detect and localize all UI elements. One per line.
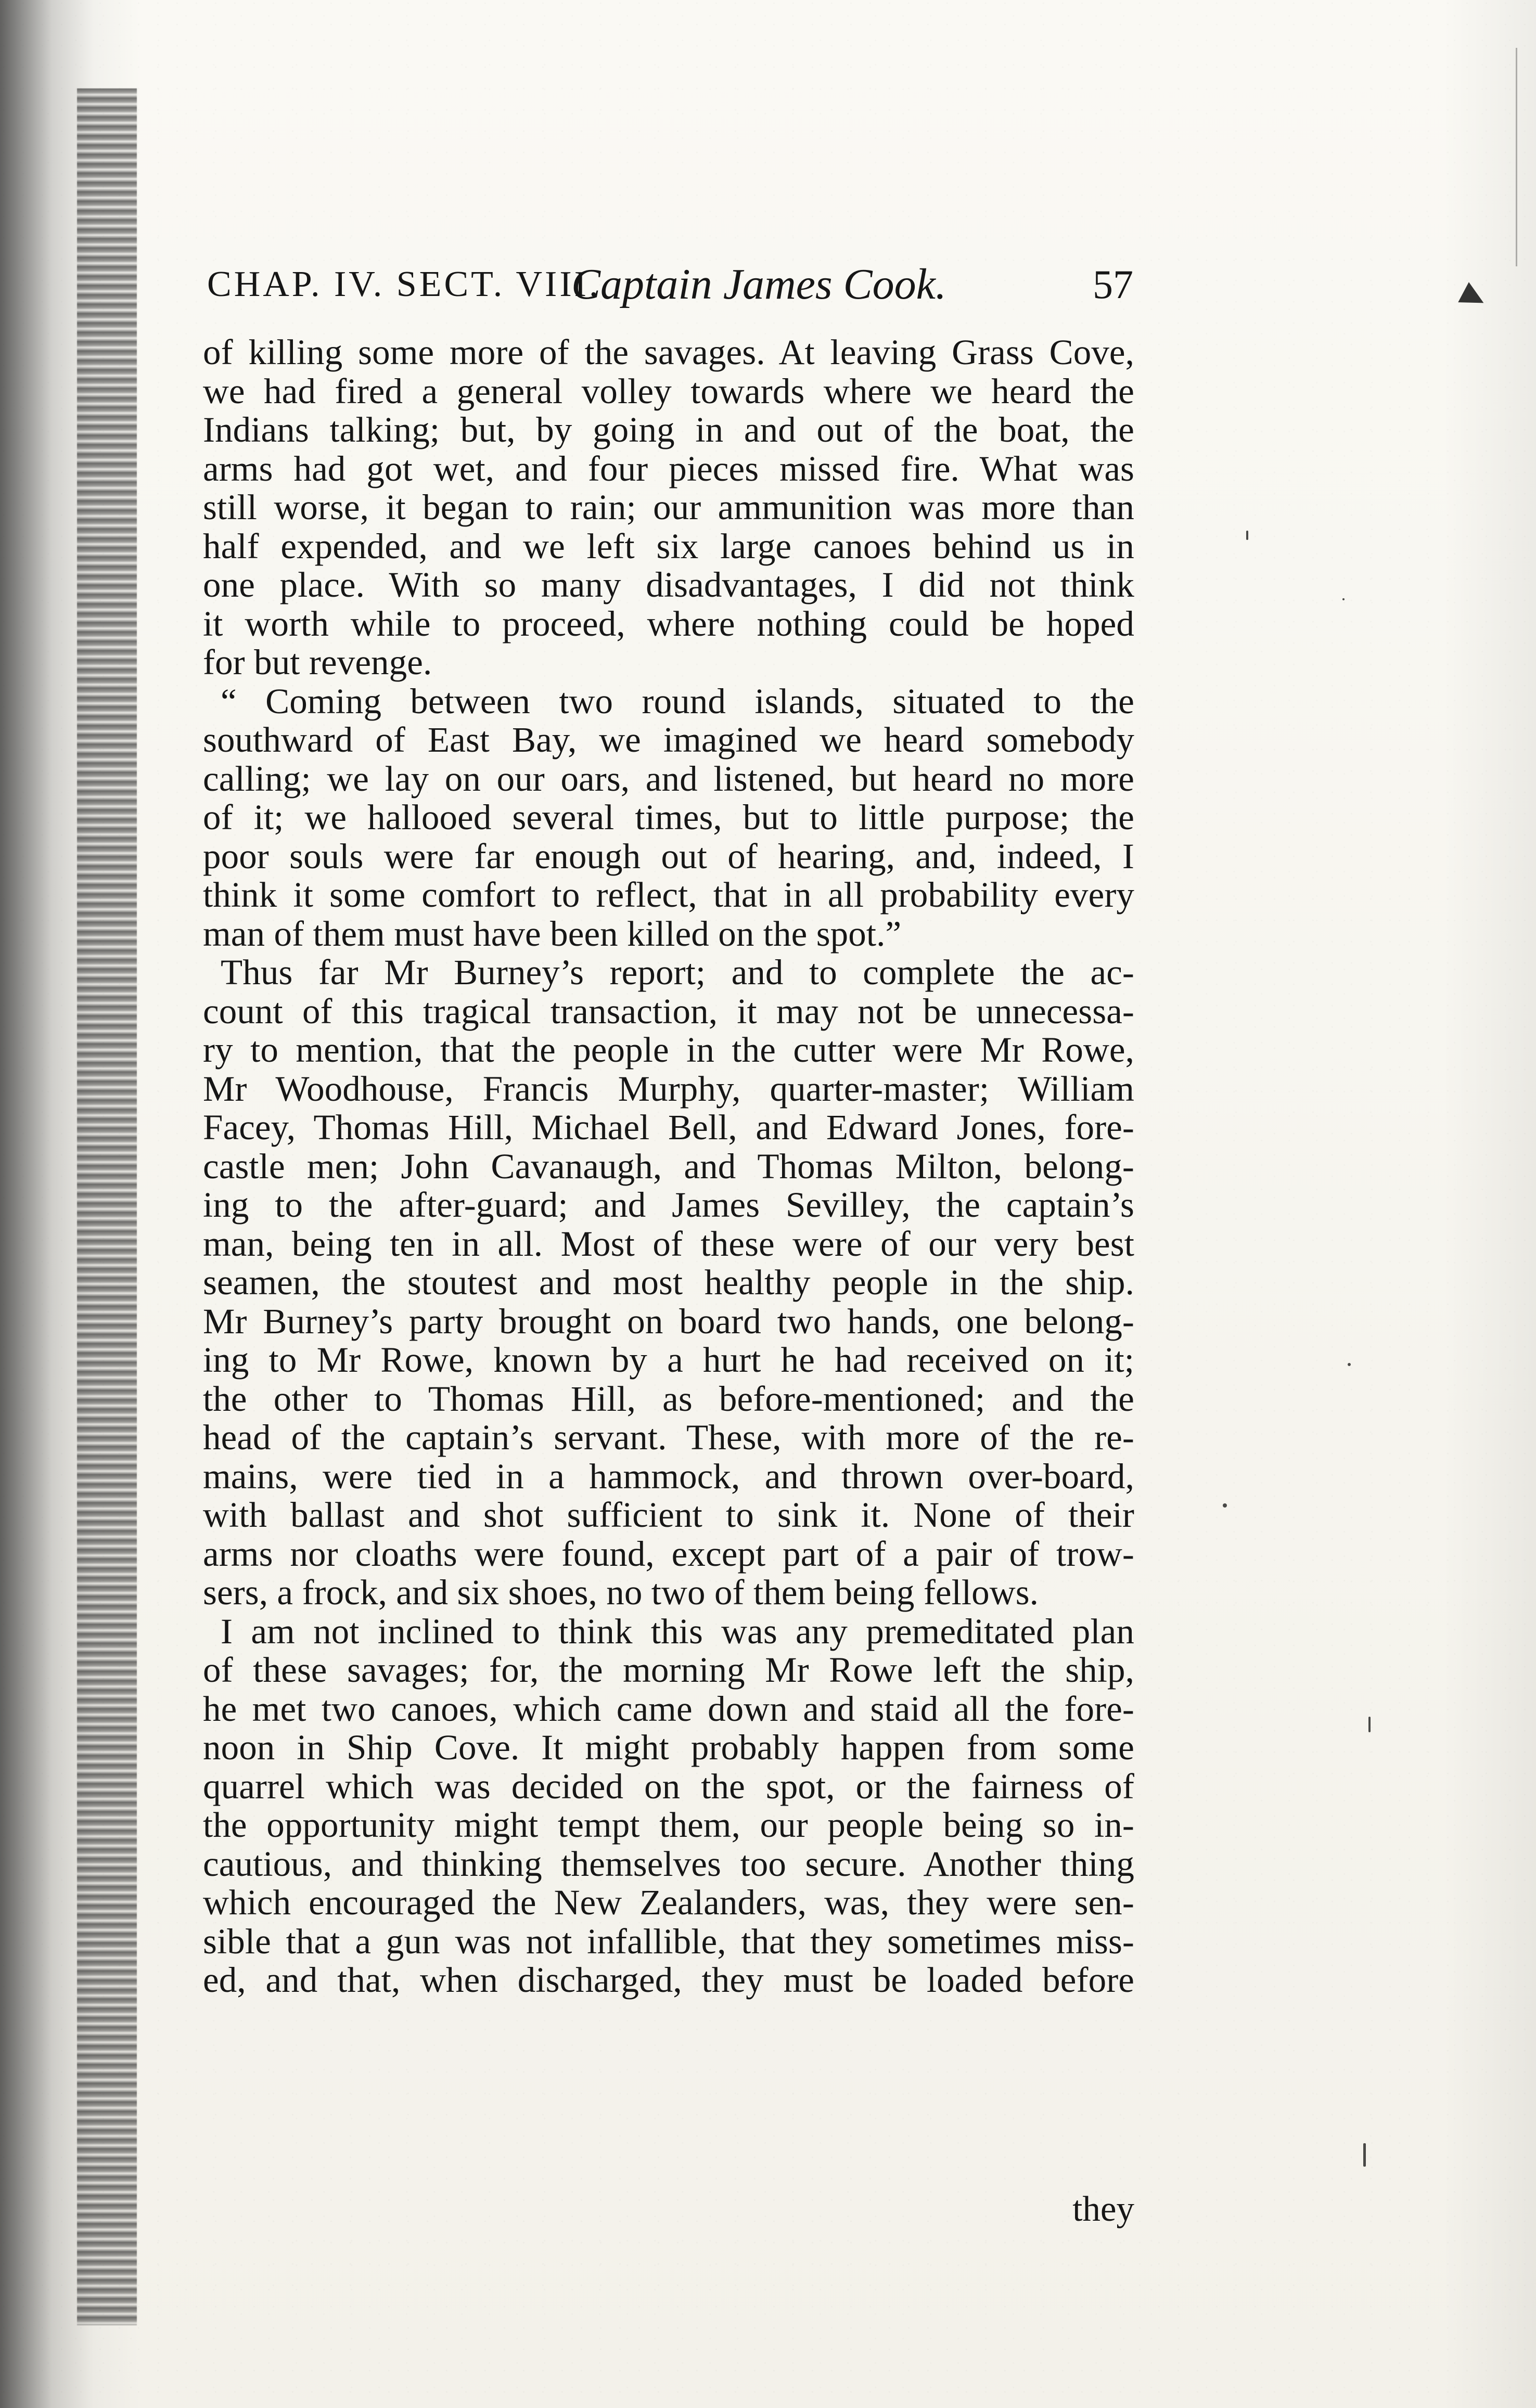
text-line: head of the captain’s servant. These, with more of the re-: [203, 1418, 1134, 1457]
scan-speckle: [1246, 531, 1248, 540]
scan-speckle: [1223, 1503, 1227, 1508]
text-line: noon in Ship Cove. It might probably happen from some: [203, 1728, 1134, 1767]
text-line: Thus far Mr Burney’s report; and to complete the ac-: [221, 952, 1134, 992]
text-line: arms nor cloaths were found, except part of a pair of trow-: [203, 1534, 1134, 1574]
text-line: man, being ten in all. Most of these were of our very best: [203, 1224, 1134, 1264]
text-line: of these savages; for, the morning Mr Rowe left the ship,: [203, 1650, 1134, 1690]
text-line: Indians talking; but, by going in and out of the boat, the: [203, 410, 1134, 449]
page-number: 57: [1093, 262, 1133, 307]
text-line: the opportunity might tempt them, our people being so in-: [203, 1805, 1134, 1845]
text-line: count of this tragical transaction, it may not be unnecessa-: [203, 991, 1134, 1031]
scan-speckle: [1342, 598, 1345, 600]
text-line: ing to the after-guard; and James Sevilley, the captain’s: [203, 1185, 1134, 1225]
text-line: ed, and that, when discharged, they must be loaded before: [203, 1960, 1134, 2000]
scan-speckle: [1348, 1363, 1351, 1366]
text-line: castle men; John Cavanaugh, and Thomas Milton, belong-: [203, 1146, 1134, 1186]
text-line: Facey, Thomas Hill, Michael Bell, and Edward Jones, fore-: [203, 1108, 1134, 1147]
text-line: the other to Thomas Hill, as before-mentioned; and the: [203, 1379, 1134, 1419]
text-line: ing to Mr Rowe, known by a hurt he had received on it;: [203, 1340, 1134, 1380]
text-line: quarrel which was decided on the spot, or the fairness of: [203, 1766, 1134, 1806]
chapter-section-label: CHAP. IV. SECT. VIII.: [207, 264, 601, 304]
running-title: Captain James Cook.: [571, 260, 946, 308]
text-line: seamen, the stoutest and most healthy people in the ship.: [203, 1263, 1134, 1302]
text-line: sible that a gun was not infallible, that they sometimes miss-: [203, 1921, 1134, 1961]
text-line: I am not inclined to think this was any premeditated plan: [221, 1611, 1134, 1651]
right-page-shadow: [1442, 0, 1536, 2408]
catchword: they: [1072, 2189, 1134, 2229]
scanned-gutter-noise: [77, 88, 137, 2325]
text-line: half expended, and we left six large canoes behind us in: [203, 526, 1134, 566]
text-line: man of them must have been killed on the spot.”: [203, 913, 902, 954]
text-line: calling; we lay on our oars, and listened, but heard no more: [203, 758, 1134, 799]
scan-edge-line: [1516, 48, 1517, 266]
main-text-block: [203, 333, 1134, 2000]
text-line: arms had got wet, and four pieces missed fire. What was: [203, 448, 1134, 488]
text-line: sers, a frock, and six shoes, no two of them being fellows.: [203, 1573, 1039, 1612]
page-header: [207, 254, 1133, 315]
text-line: Mr Woodhouse, Francis Murphy, quarter-master; William: [203, 1068, 1134, 1109]
text-line: southward of East Bay, we imagined we heard somebody: [203, 720, 1134, 759]
text-line: “ Coming between two round islands, situated to the: [221, 681, 1134, 721]
text-line: Mr Burney’s party brought on board two hands, one belong-: [203, 1301, 1134, 1341]
text-line: he met two canoes, which came down and staid all the fore-: [203, 1689, 1134, 1729]
text-line: we had fired a general volley towards where we heard the: [203, 371, 1134, 411]
text-line: think it some comfort to reflect, that in all probability every: [203, 875, 1134, 915]
text-line: cautious, and thinking themselves too secure. Another thing: [203, 1844, 1134, 1884]
text-line: of killing some more of the savages. At leaving Grass Cove,: [203, 332, 1134, 372]
scan-speckle: [1368, 1717, 1371, 1732]
text-line: ry to mention, that the people in the cutter were Mr Rowe,: [203, 1030, 1134, 1070]
text-line: one place. With so many disadvantages, I did not think: [203, 565, 1134, 604]
scan-speckle: [1363, 2143, 1366, 2167]
text-line: with ballast and shot sufficient to sink it. None of their: [203, 1495, 1134, 1535]
text-line: it worth while to proceed, where nothing could be hoped: [203, 603, 1134, 643]
text-line: still worse, it began to rain; our ammunition was more than: [203, 487, 1134, 527]
text-line: mains, were tied in a hammock, and thrown over-board,: [203, 1456, 1134, 1496]
text-line: of it; we hallooed several times, but to little purpose; the: [203, 797, 1134, 837]
text-line: poor souls were far enough out of hearing, and, indeed, I: [203, 836, 1134, 876]
text-line: for but revenge.: [203, 642, 432, 682]
text-line: which encouraged the New Zealanders, was, they were sen-: [203, 1883, 1134, 1922]
